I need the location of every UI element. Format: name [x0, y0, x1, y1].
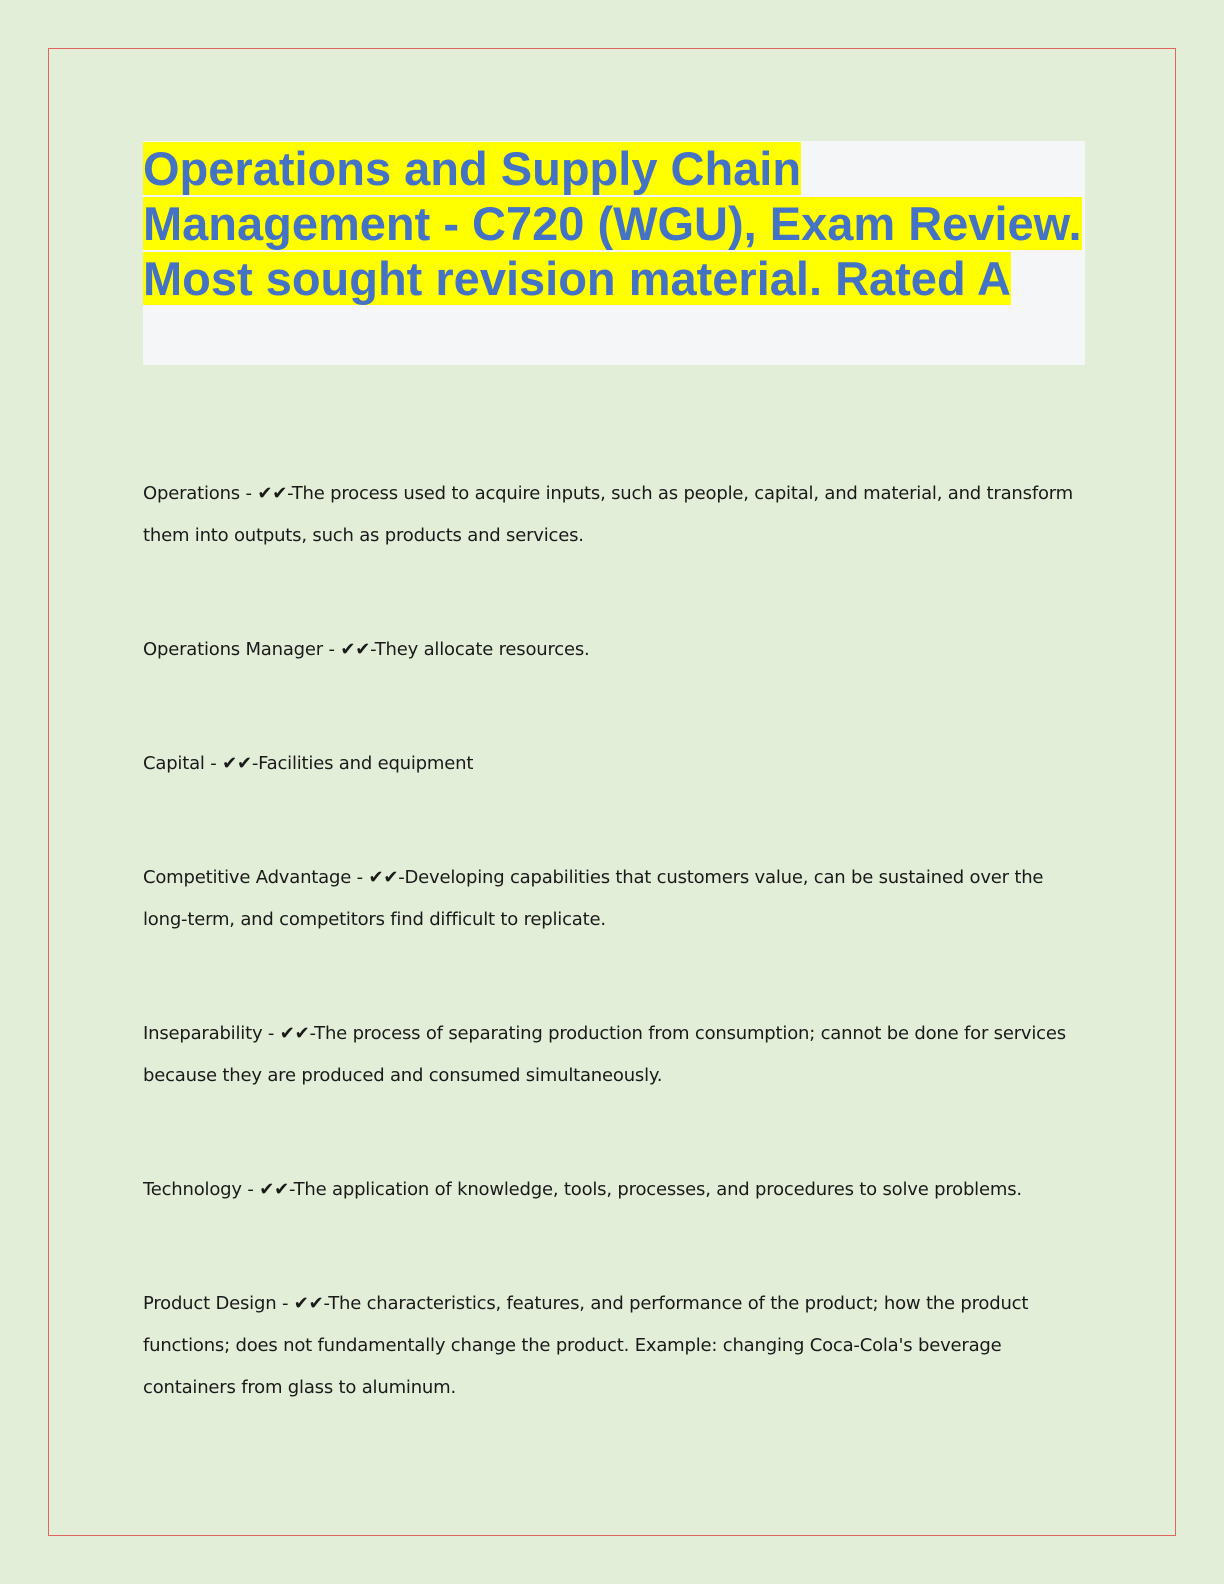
- entry-operations-manager: Operations Manager - ✔✔-They allocate resources.: [143, 639, 590, 660]
- entry-definition: They allocate resources.: [374, 639, 590, 660]
- entry-product-design: Product Design - ✔✔-The characteristics, features, and performance of the product; how the product functions; does not fundamentally change the product. Example: changing Coca-Cola's beverage containers from glass to aluminum.: [143, 1293, 1029, 1398]
- check-mark-icon: ✔✔: [259, 1179, 289, 1200]
- entry-term: Operations: [143, 483, 240, 504]
- check-mark-icon: ✔✔: [340, 639, 371, 660]
- entry-term: Technology: [143, 1179, 242, 1200]
- entry-term: Competitive Advantage: [143, 867, 352, 888]
- document-title-text: Operations and Supply Chain Management - C720 (WGU), Exam Review. Most sought revision material. Rated A: [143, 142, 1082, 305]
- entry-definition: The application of knowledge, tools, processes, and procedures to solve problems.: [293, 1179, 1022, 1200]
- check-mark-icon: ✔✔: [279, 1023, 310, 1044]
- check-mark-icon: ✔✔: [293, 1293, 324, 1314]
- title-block: [143, 141, 1085, 365]
- entry-operations: Operations - ✔✔-The process used to acquire inputs, such as people, capital, and material, and transform them into outputs, such as products and services.: [143, 483, 1073, 546]
- entry-technology: Technology - ✔✔-The application of knowledge, tools, processes, and procedures to solve problems.: [143, 1179, 1022, 1200]
- entry-definition: Facilities and equipment: [258, 753, 474, 774]
- entry-competitive-advantage: Competitive Advantage - ✔✔-Developing capabilities that customers value, can be sustained over the long-term, and competitors find difficult to replicate.: [143, 867, 1044, 930]
- entry-definition: The process of separating production from consumption; cannot be done for services because they are produced and consumed simultaneously.: [143, 1023, 1066, 1086]
- document-title: [143, 141, 1085, 306]
- entry-list: [143, 473, 1078, 1481]
- entry-term: Inseparability: [143, 1023, 263, 1044]
- entry-term: Capital: [143, 753, 205, 774]
- entry-term: Operations Manager: [143, 639, 323, 660]
- check-mark-icon: ✔✔: [222, 753, 252, 774]
- entry-definition: The process used to acquire inputs, such as people, capital, and material, and transform them into outputs, such as products and services.: [143, 483, 1073, 546]
- check-mark-icon: ✔✔: [368, 867, 399, 888]
- entry-inseparability: Inseparability - ✔✔-The process of separating production from consumption; cannot be done for services because they are produced and consumed simultaneously.: [143, 1023, 1066, 1086]
- entry-definition: Developing capabilities that customers value, can be sustained over the long-term, and competitors find difficult to replicate.: [143, 867, 1044, 930]
- entry-term: Product Design: [143, 1293, 277, 1314]
- entry-capital: Capital - ✔✔-Facilities and equipment: [143, 753, 474, 774]
- check-mark-icon: ✔✔: [257, 483, 288, 504]
- entry-definition: The characteristics, features, and performance of the product; how the product functions; does not fundamentally change the product. Example: changing Coca-Cola's beverage containers from glass to aluminum.: [143, 1293, 1029, 1398]
